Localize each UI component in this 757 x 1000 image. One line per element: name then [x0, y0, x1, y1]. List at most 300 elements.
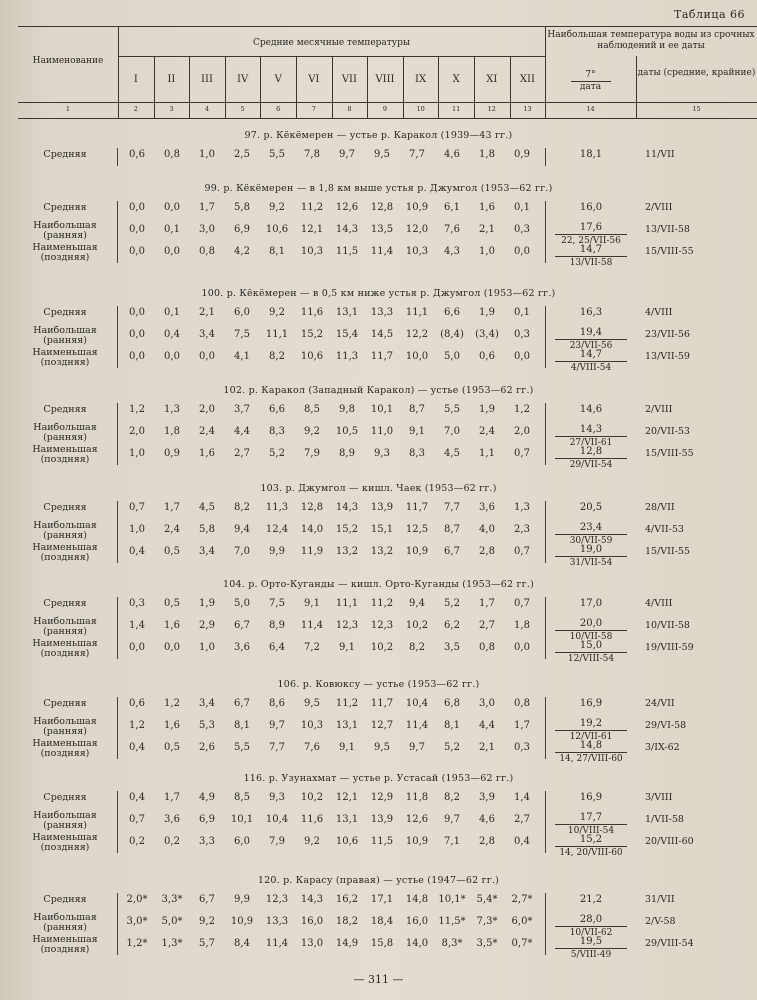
dates-subheader: даты (средние, крайние) [637, 68, 756, 78]
month-header: XI [486, 74, 498, 85]
table-cell: 8,4 [234, 938, 250, 949]
table-cell: 11,5* [438, 916, 466, 927]
table-cell: 7,5 [269, 598, 285, 609]
max-temp-cell: 17,6 22, 25/VII-56 [555, 222, 627, 247]
table-cell: 11,6 [300, 307, 324, 318]
table-cell: 3,5 [444, 642, 460, 653]
date-cell: 19/VIII-59 [645, 642, 694, 653]
table-cell: 2,0 [514, 426, 530, 437]
table-cell: 9,5 [304, 698, 320, 709]
table-cell: 1,0 [479, 246, 495, 257]
table-cell: 4,9 [199, 792, 215, 803]
date-cell: 10/VII-58 [645, 620, 690, 631]
table-cell: 1,0 [129, 524, 145, 535]
station-title: 106. р. Ковюксу — устье (1953—62 гг.) [277, 679, 480, 690]
table-cell: 2,7 [514, 814, 530, 825]
table-cell: (3,4) [475, 329, 499, 340]
table-cell: 2,0* [126, 894, 148, 905]
table-cell: 0,4 [129, 742, 145, 753]
table-cell: 5,2 [444, 742, 460, 753]
table-cell: 1,7 [164, 792, 180, 803]
table-cell: 6,7 [234, 620, 250, 631]
date-cell: 15/VII-55 [645, 546, 690, 557]
table-cell: 6,4 [269, 642, 285, 653]
table-cell: 10,0 [405, 351, 429, 362]
table-cell: 1,0 [129, 448, 145, 459]
table-cell: 0,5 [164, 598, 180, 609]
column-number: 3 [169, 105, 174, 113]
table-cell: 1,6 [164, 620, 180, 631]
table-cell: 4,6 [444, 149, 460, 160]
table-cell: 10,9 [230, 916, 254, 927]
table-cell: 2,0 [199, 404, 215, 415]
date-cell: 29/VI-58 [645, 720, 687, 731]
table-cell: 0,6 [479, 351, 495, 362]
table-cell: 1,3 [164, 404, 180, 415]
month-header: IV [237, 74, 249, 85]
table-cell: 10,3 [300, 720, 324, 731]
column-number: 8 [347, 105, 352, 113]
table-cell: 9,1 [409, 426, 425, 437]
table-cell: 6,0 [234, 307, 250, 318]
row-label: Средняя [43, 894, 87, 905]
max-temp-cell: 19,4 23/VII-56 [555, 327, 627, 352]
table-cell: 9,3 [374, 448, 390, 459]
max-temp-cell: 20,5 [579, 502, 603, 513]
max-temp-cell: 21,2 [579, 894, 603, 905]
table-cell: 3,5* [476, 938, 498, 949]
table-cell: 7,9 [304, 448, 320, 459]
table-cell: 15,2 [300, 329, 324, 340]
column-number: 12 [487, 105, 496, 113]
table-cell: 0,3 [129, 598, 145, 609]
table-cell: 10,4 [265, 814, 289, 825]
table-cell: 8,2 [444, 792, 460, 803]
table-cell: 4,4 [479, 720, 495, 731]
month-header: VIII [375, 74, 395, 85]
table-cell: 10,2 [300, 792, 324, 803]
date-cell: 24/VII [645, 698, 675, 709]
date-cell: 2/V-58 [645, 916, 676, 927]
row-label: Наименьшая (поздняя) [32, 242, 98, 263]
date-cell: 15/VIII-55 [645, 448, 694, 459]
table-cell: 2,5 [234, 149, 250, 160]
table-cell: 2,7 [479, 620, 495, 631]
table-cell: 0,7 [129, 502, 145, 513]
max-temp-cell: 12,8 29/VII-54 [555, 446, 627, 471]
table-cell: 4,6 [479, 814, 495, 825]
table-cell: 12,1 [335, 792, 359, 803]
station-title: 100. р. Кёкёмерен — в 0,5 км ниже устья р. Джумгол (1953—62 гг.) [201, 288, 556, 299]
table-cell: 0,7 [129, 814, 145, 825]
table-cell: 1,8 [164, 426, 180, 437]
max-temp-cell: 19,2 12/VII-61 [555, 718, 627, 743]
table-cell: 3,4 [199, 546, 215, 557]
table-cell: 6,0 [234, 836, 250, 847]
table-cell: 7,0 [444, 426, 460, 437]
table-cell: 14,3 [300, 894, 324, 905]
table-cell: 12,3 [265, 894, 289, 905]
table-cell: 0,7 [514, 546, 530, 557]
table-cell: 13,3 [265, 916, 289, 927]
column-number: 14 [586, 105, 595, 113]
table-cell: 13,9 [370, 814, 394, 825]
row-label: Средняя [43, 502, 87, 513]
table-cell: 8,1 [444, 720, 460, 731]
table-cell: 8,1 [234, 720, 250, 731]
table-cell: 7,8 [304, 149, 320, 160]
table-cell: 2,7* [511, 894, 533, 905]
table-cell: 9,2 [304, 426, 320, 437]
table-cell: 2,4 [164, 524, 180, 535]
table-cell: 0,3 [514, 224, 530, 235]
table-cell: 13,2 [335, 546, 359, 557]
table-cell: 14,9 [335, 938, 359, 949]
table-cell: 9,9 [234, 894, 250, 905]
table-cell: 0,0 [164, 202, 180, 213]
month-header: VII [341, 74, 357, 85]
table-cell: 9,1 [339, 742, 355, 753]
table-cell: 3,3 [199, 836, 215, 847]
table-cell: 0,7 [514, 598, 530, 609]
max-temp-cell: 20,0 10/VII-58 [555, 618, 627, 643]
table-cell: 6,9 [234, 224, 250, 235]
date-cell: 3/IX-62 [645, 742, 680, 753]
table-cell: 7,0 [234, 546, 250, 557]
table-cell: 1,0 [199, 642, 215, 653]
station-title: 104. р. Орто-Куганды — кишл. Орто-Куганды (1953—62 гг.) [223, 579, 534, 590]
table-cell: 8,9 [269, 620, 285, 631]
column-number: 1 [65, 105, 71, 113]
max-temp-cell: 17,0 [579, 598, 603, 609]
table-cell: 10,2 [370, 642, 394, 653]
month-header: II [167, 74, 176, 85]
table-cell: 14,0 [300, 524, 324, 535]
table-cell: 11,4 [300, 620, 324, 631]
table-cell: 11,6 [300, 814, 324, 825]
table-cell: 11,7 [370, 351, 394, 362]
table-cell: 5,8 [199, 524, 215, 535]
month-header: V [274, 74, 282, 85]
table-cell: 0,3 [514, 329, 530, 340]
table-cell: 0,6 [129, 698, 145, 709]
max-temp-cell: 16,9 [579, 698, 603, 709]
table-cell: 10,9 [405, 202, 429, 213]
table-cell: 18,4 [370, 916, 394, 927]
table-cell: 15,4 [335, 329, 359, 340]
row-label: Наименьшая (поздняя) [32, 832, 98, 853]
table-cell: 0,7* [511, 938, 533, 949]
table-cell: 7,7 [444, 502, 460, 513]
row-label: Средняя [43, 202, 87, 213]
table-cell: 8,2 [234, 502, 250, 513]
table-cell: 12,9 [370, 792, 394, 803]
table-cell: 3,4 [199, 329, 215, 340]
table-cell: 11,5 [335, 246, 359, 257]
date-cell: 1/VII-58 [645, 814, 684, 825]
table-cell: 2,1 [199, 307, 215, 318]
date-cell: 28/VII [645, 502, 675, 513]
month-header: VI [308, 74, 320, 85]
table-cell: 12,3 [335, 620, 359, 631]
table-cell: 10,6 [300, 351, 324, 362]
table-cell: 9,3 [269, 792, 285, 803]
table-cell: 5,4* [476, 894, 498, 905]
table-cell: 0,1 [514, 202, 530, 213]
table-cell: 11,4 [405, 720, 429, 731]
column-number: 13 [523, 105, 532, 113]
table-cell: 0,6 [129, 149, 145, 160]
table-cell: 0,8 [164, 149, 180, 160]
table-cell: 3,6 [164, 814, 180, 825]
table-cell: 1,2 [129, 720, 145, 731]
table-cell: 1,9 [199, 598, 215, 609]
table-cell: 12,7 [370, 720, 394, 731]
table-cell: 0,0 [129, 329, 145, 340]
table-cell: 14,8 [405, 894, 429, 905]
table-cell: 8,1 [269, 246, 285, 257]
table-cell: 9,7 [444, 814, 460, 825]
table-cell: 0,0 [129, 351, 145, 362]
max-temp-cell: 28,0 10/VII-62 [555, 914, 627, 939]
table-cell: 3,6 [479, 502, 495, 513]
table-cell: 8,6 [269, 698, 285, 709]
table-cell: 12,5 [405, 524, 429, 535]
month-header: I [133, 74, 138, 85]
table-cell: 8,3 [409, 448, 425, 459]
table-cell: 16,0 [300, 916, 324, 927]
table-cell: 0,1 [164, 224, 180, 235]
table-cell: 11,2 [370, 598, 394, 609]
table-cell: 9,7 [269, 720, 285, 731]
table-cell: 9,2 [199, 916, 215, 927]
table-cell: 10,1 [370, 404, 394, 415]
table-cell: 9,7 [339, 149, 355, 160]
max-temp-cell: 19,5 5/VIII-49 [555, 936, 627, 961]
table-cell: 13,3 [370, 307, 394, 318]
date-cell: 20/VII-53 [645, 426, 690, 437]
month-header: III [201, 74, 213, 85]
table-cell: 0,0 [514, 351, 530, 362]
month-header: XII [519, 74, 535, 85]
max-temp-cell: 16,9 [579, 792, 603, 803]
max-temp-cell: 23,4 30/VII-59 [555, 522, 627, 547]
table-cell: 1,2 [514, 404, 530, 415]
date-cell: 2/VIII [645, 202, 673, 213]
column-number: 2 [133, 105, 138, 113]
column-number: 4 [204, 105, 210, 113]
table-cell: 14,5 [370, 329, 394, 340]
table-cell: 2,8 [479, 546, 495, 557]
table-cell: 11,3 [265, 502, 289, 513]
table-cell: 3,3* [161, 894, 183, 905]
table-cell: 10,6 [265, 224, 289, 235]
max-temp-cell: 18,1 [579, 149, 603, 160]
table-cell: 10,4 [405, 698, 429, 709]
table-cell: 8,3 [269, 426, 285, 437]
table-cell: 1,2 [164, 698, 180, 709]
date-cell: 23/VII-56 [645, 329, 690, 340]
row-label: Наименьшая (поздняя) [32, 347, 98, 368]
column-number: 5 [240, 105, 245, 113]
table-cell: 12,4 [265, 524, 289, 535]
table-cell: 8,5 [304, 404, 320, 415]
table-cell: 0,0 [129, 202, 145, 213]
table-cell: 1,2 [129, 404, 145, 415]
table-cell: 1,2* [126, 938, 148, 949]
table-cell: 1,7 [164, 502, 180, 513]
date-cell: 2/VIII [645, 404, 673, 415]
row-label: Наименьшая (поздняя) [32, 444, 98, 465]
date-cell: 3/VIII [645, 792, 673, 803]
table-cell: 7,7 [269, 742, 285, 753]
table-cell: 7,5 [234, 329, 250, 340]
table-cell: 6,7 [199, 894, 215, 905]
table-cell: 10,2 [405, 620, 429, 631]
row-label: Наибольшая (ранняя) [33, 220, 97, 241]
date-cell: 31/VII [645, 894, 675, 905]
table-cell: 5,7 [199, 938, 215, 949]
table-cell: 12,0 [405, 224, 429, 235]
table-cell: 10,9 [405, 836, 429, 847]
table-cell: 8,3* [441, 938, 463, 949]
row-label: Средняя [43, 792, 87, 803]
table-cell: 9,4 [409, 598, 425, 609]
date-cell: 20/VIII-60 [645, 836, 694, 847]
table-cell: 3,9 [479, 792, 495, 803]
table-cell: 9,1 [304, 598, 320, 609]
row-label: Наибольшая (ранняя) [33, 325, 97, 346]
month-header: X [452, 74, 460, 85]
table-cell: 4,2 [234, 246, 250, 257]
max-temp-cell: 14,8 14, 27/VIII-60 [555, 740, 627, 765]
table-cell: 0,0 [129, 307, 145, 318]
table-cell: 2,4 [199, 426, 215, 437]
table-cell: 0,8 [479, 642, 495, 653]
station-title: 102. р. Каракол (Западный Каракол) — устье (1953—62 гг.) [223, 385, 534, 396]
table-cell: 11,8 [405, 792, 429, 803]
column-number: 15 [692, 105, 701, 113]
table-cell: 5,0 [234, 598, 250, 609]
table-cell: 13,1 [335, 720, 359, 731]
page-number: — 311 — [353, 973, 404, 986]
table-cell: 9,1 [339, 642, 355, 653]
row-label: Наибольшая (ранняя) [33, 422, 97, 443]
table-cell: 0,5 [164, 742, 180, 753]
table-cell: 0,4 [164, 329, 180, 340]
row-label: Наименьшая (поздняя) [32, 934, 98, 955]
max-temp-cell: 15,2 14, 20/VIII-60 [555, 834, 627, 859]
max-temp-cell: 14,7 4/VIII-54 [555, 349, 627, 374]
station-title: 120. р. Карасу (правая) — устье (1947—62 гг.) [257, 875, 500, 886]
row-label: Наибольшая (ранняя) [33, 810, 97, 831]
table-cell: 1,7 [479, 598, 495, 609]
table-cell: 11,2 [300, 202, 324, 213]
table-cell: 0,4 [514, 836, 530, 847]
table-cell: 6,7 [444, 546, 460, 557]
date-cell: 13/VII-58 [645, 224, 690, 235]
table-cell: 0,8 [514, 698, 530, 709]
name-column-header: Наименование [32, 56, 104, 66]
table-cell: 16,2 [335, 894, 359, 905]
table-cell: 2,6 [199, 742, 215, 753]
table-cell: 2,4 [479, 426, 495, 437]
table-cell: 5,5 [234, 742, 250, 753]
table-cell: 11,7 [405, 502, 429, 513]
table-cell: 18,2 [335, 916, 359, 927]
row-label: Наибольшая (ранняя) [33, 520, 97, 541]
table-cell: 2,1 [479, 742, 495, 753]
table-cell: 0,2 [129, 836, 145, 847]
table-cell: 1,9 [479, 307, 495, 318]
table-cell: 2,7 [234, 448, 250, 459]
table-cell: 9,2 [269, 307, 285, 318]
table-cell: 2,9 [199, 620, 215, 631]
table-cell: 14,3 [335, 502, 359, 513]
table-cell: 3,6 [234, 642, 250, 653]
table-cell: 9,5 [374, 742, 390, 753]
max-temp-cell: 17,7 10/VIII-54 [555, 812, 627, 837]
table-cell: 12,1 [300, 224, 324, 235]
date-cell: 15/VIII-55 [645, 246, 694, 257]
table-cell: 0,0 [199, 351, 215, 362]
row-label: Наибольшая (ранняя) [33, 912, 97, 933]
row-label: Средняя [43, 307, 87, 318]
table-cell: 1,8 [514, 620, 530, 631]
table-cell: 6,7 [234, 698, 250, 709]
table-cell: 10,6 [335, 836, 359, 847]
table-cell: 7,1 [444, 836, 460, 847]
table-cell: 0,4 [129, 546, 145, 557]
table-cell: 0,3 [514, 742, 530, 753]
table-cell: 10,5 [335, 426, 359, 437]
table-cell: 4,5 [444, 448, 460, 459]
table-cell: 13,1 [335, 814, 359, 825]
column-number: 10 [416, 105, 425, 113]
table-cell: 7,9 [269, 836, 285, 847]
table-cell: 1,7 [199, 202, 215, 213]
table-cell: 0,2 [164, 836, 180, 847]
table-cell: 0,8 [199, 246, 215, 257]
table-cell: 2,1 [479, 224, 495, 235]
table-cell: 12,6 [335, 202, 359, 213]
max-value-subheader: 7° дата [545, 70, 636, 93]
table-cell: 9,8 [339, 404, 355, 415]
table-cell: 1,4 [129, 620, 145, 631]
table-cell: 9,2 [304, 836, 320, 847]
table-cell: 3,4 [199, 698, 215, 709]
row-label: Наибольшая (ранняя) [33, 616, 97, 637]
table-cell: 13,1 [335, 307, 359, 318]
max-temp-cell: 14,3 27/VII-61 [555, 424, 627, 449]
table-cell: 8,7 [409, 404, 425, 415]
table-cell: 13,5 [370, 224, 394, 235]
table-cell: 1,0 [199, 149, 215, 160]
row-label: Наименьшая (поздняя) [32, 738, 98, 759]
table-cell: 12,8 [300, 502, 324, 513]
table-cell: 7,7 [409, 149, 425, 160]
row-label: Средняя [43, 149, 87, 160]
table-cell: 10,3 [300, 246, 324, 257]
table-cell: 10,1* [438, 894, 466, 905]
table-cell: 6,9 [199, 814, 215, 825]
table-cell: 0,0 [129, 224, 145, 235]
table-cell: 11,9 [300, 546, 324, 557]
table-cell: 15,1 [370, 524, 394, 535]
table-cell: 14,3 [335, 224, 359, 235]
table-cell: 2,0 [129, 426, 145, 437]
table-cell: 12,3 [370, 620, 394, 631]
